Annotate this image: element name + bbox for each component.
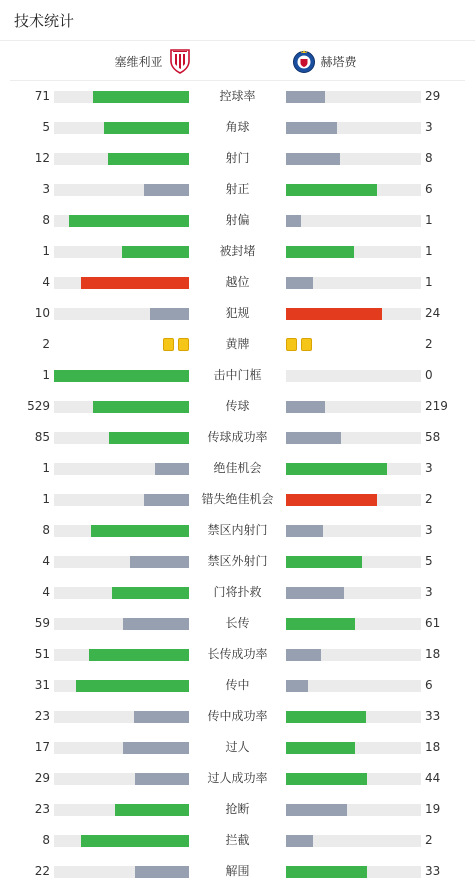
away-stat-bar-track: [286, 649, 421, 661]
stat-row: [0, 422, 475, 453]
home-stat-bar-fill: [135, 773, 189, 785]
home-stat-value: 8: [42, 213, 50, 227]
yellow-card-icon: [163, 338, 174, 351]
stat-row: [0, 236, 475, 267]
stat-row: [0, 515, 475, 546]
home-stat-bar-track: [54, 773, 189, 785]
away-stat-bar-track: [286, 711, 421, 723]
home-stat-bar-fill: [122, 246, 190, 258]
home-stat-value: 17: [34, 740, 50, 754]
stat-label: 长传成功率: [207, 647, 268, 661]
home-stat-bar-fill: [69, 215, 189, 227]
away-stat-value: 8: [425, 151, 433, 165]
away-stat-bar-track: [286, 91, 421, 103]
away-stat-bar-track: [286, 277, 421, 289]
home-stat-value: 23: [34, 802, 50, 816]
away-yellow-cards: [286, 338, 312, 351]
away-stat-bar-fill: [286, 401, 325, 413]
home-stat-bar-fill: [123, 618, 189, 630]
home-stat-bar-track: [54, 556, 189, 568]
away-stat-bar-track: [286, 153, 421, 165]
home-stat-bar-fill: [93, 401, 189, 413]
sevilla-crest-icon: [168, 48, 192, 74]
stat-label: 长传: [225, 616, 250, 630]
away-stat-bar-track: [286, 773, 421, 785]
stat-row: [0, 577, 475, 608]
away-stat-value: 44: [425, 771, 441, 785]
home-stat-bar-track: [54, 618, 189, 630]
away-stat-value: 58: [425, 430, 441, 444]
home-stat-bar-fill: [108, 153, 189, 165]
away-stat-bar-track: [286, 401, 421, 413]
away-stat-value: 61: [425, 616, 441, 630]
stat-label: 过人: [225, 740, 250, 754]
away-stat-value: 33: [425, 709, 441, 723]
away-stat-bar-track: [286, 122, 421, 134]
home-stat-bar-fill: [91, 525, 190, 537]
home-stat-value: 5: [42, 120, 50, 134]
home-yellow-cards: [163, 338, 189, 351]
away-stat-bar-track: [286, 556, 421, 568]
stat-row: [0, 391, 475, 422]
home-stat-bar-fill: [81, 835, 189, 847]
stat-label: 门将扑救: [213, 585, 262, 599]
home-stat-value: 59: [34, 616, 50, 630]
home-stat-bar-track: [54, 246, 189, 258]
home-stat-value: 12: [34, 151, 50, 165]
stat-label: 射偏: [225, 213, 250, 227]
away-stat-bar-track: [286, 804, 421, 816]
away-team-name: 赫塔费: [320, 54, 357, 69]
stat-row: [0, 732, 475, 763]
yellow-card-icon: [178, 338, 189, 351]
away-stat-bar-track: [286, 308, 421, 320]
away-stat-value: 29: [425, 89, 441, 103]
stat-label: 犯规: [225, 306, 250, 320]
home-stat-value: 4: [42, 275, 50, 289]
away-stat-bar-track: [286, 587, 421, 599]
home-stat-bar-track: [54, 494, 189, 506]
home-stat-bar-fill: [144, 184, 189, 196]
away-stat-bar-fill: [286, 463, 387, 475]
home-stat-value: 29: [34, 771, 50, 785]
home-stat-bar-track: [54, 277, 189, 289]
home-stat-bar-track: [54, 680, 189, 692]
stat-label: 射门: [225, 151, 250, 165]
away-stat-bar-track: [286, 742, 421, 754]
home-stat-bar-track: [54, 401, 189, 413]
home-stat-value: 31: [34, 678, 50, 692]
stat-row: [0, 825, 475, 856]
away-stat-bar-fill: [286, 277, 313, 289]
stat-row: [0, 112, 475, 143]
away-stat-bar-fill: [286, 680, 308, 692]
away-stat-bar-track: [286, 835, 421, 847]
home-stat-bar-track: [54, 122, 189, 134]
home-stat-bar-fill: [76, 680, 189, 692]
home-stat-value: 51: [34, 647, 50, 661]
home-stat-bar-fill: [134, 711, 189, 723]
stat-label: 解围: [225, 864, 250, 878]
home-stat-bar-fill: [150, 308, 189, 320]
stats-header: [0, 0, 475, 41]
away-stat-value: 6: [425, 678, 433, 692]
stat-row: [0, 546, 475, 577]
stat-label: 拦截: [225, 833, 250, 847]
home-stat-value: 23: [34, 709, 50, 723]
teams-bar: [10, 41, 465, 81]
away-stat-bar-track: [286, 866, 421, 878]
away-stat-value: 1: [425, 244, 433, 258]
home-stat-value: 3: [42, 182, 50, 196]
away-stat-value: 18: [425, 740, 441, 754]
stat-label: 被封堵: [219, 244, 256, 258]
home-stat-bar-track: [54, 587, 189, 599]
away-stat-value: 24: [425, 306, 441, 320]
stat-row: [0, 81, 475, 112]
away-stat-bar-track: [286, 618, 421, 630]
home-stat-bar-track: [54, 835, 189, 847]
away-stat-value: 2: [425, 833, 433, 847]
home-stat-bar-fill: [115, 804, 189, 816]
stat-label: 错失绝佳机会: [201, 492, 274, 506]
home-stat-bar-fill: [104, 122, 189, 134]
stat-label: 传球: [225, 399, 250, 413]
stat-label: 控球率: [219, 89, 256, 103]
away-stat-bar-fill: [286, 866, 367, 878]
away-stat-bar-fill: [286, 494, 377, 506]
stat-label: 击中门框: [213, 368, 262, 382]
away-stat-value: 2: [425, 492, 433, 506]
away-stat-value: 1: [425, 213, 433, 227]
home-stat-bar-track: [54, 742, 189, 754]
away-stat-value: 3: [425, 523, 433, 537]
getafe-crest-icon: [292, 48, 316, 74]
home-stat-value: 529: [27, 399, 50, 413]
home-stat-bar-track: [54, 308, 189, 320]
away-stat-bar-fill: [286, 618, 355, 630]
stat-label: 传中成功率: [207, 709, 268, 723]
away-stat-bar-track: [286, 525, 421, 537]
home-stat-value: 1: [42, 244, 50, 258]
home-stat-bar-track: [54, 711, 189, 723]
stat-row: [0, 143, 475, 174]
yellow-card-icon: [301, 338, 312, 351]
home-stat-bar-track: [54, 432, 189, 444]
away-stat-value: 3: [425, 120, 433, 134]
stat-row: [0, 484, 475, 515]
home-stat-bar-track: [54, 91, 189, 103]
stat-row: [0, 329, 475, 360]
home-stat-bar-track: [54, 370, 189, 382]
away-stat-bar-fill: [286, 835, 313, 847]
home-stat-bar-track: [54, 866, 189, 878]
away-stat-bar-track: [286, 494, 421, 506]
stat-label: 传球成功率: [207, 430, 268, 444]
home-stat-value: 8: [42, 833, 50, 847]
away-stat-bar-fill: [286, 649, 321, 661]
away-stat-bar-fill: [286, 711, 366, 723]
yellow-card-icon: [286, 338, 297, 351]
home-stat-bar-track: [54, 525, 189, 537]
stat-label: 过人成功率: [207, 771, 268, 785]
away-stat-bar-track: [286, 432, 421, 444]
stat-row: [0, 794, 475, 825]
stat-label: 传中: [225, 678, 250, 692]
away-stat-bar-track: [286, 680, 421, 692]
away-stat-value: 3: [425, 585, 433, 599]
home-stat-bar-track: [54, 184, 189, 196]
away-stat-bar-track: [286, 184, 421, 196]
home-stat-value: 71: [34, 89, 50, 103]
home-stat-value: 10: [34, 306, 50, 320]
stat-row: [0, 174, 475, 205]
home-stat-value: 2: [42, 337, 50, 351]
home-team-name: 塞维利亚: [114, 54, 163, 69]
away-stat-bar-fill: [286, 153, 340, 165]
stat-row: [0, 267, 475, 298]
home-stat-value: 8: [42, 523, 50, 537]
away-stat-bar-fill: [286, 246, 354, 258]
stat-row: [0, 360, 475, 391]
away-stat-value: 33: [425, 864, 441, 878]
away-stat-value: 0: [425, 368, 433, 382]
home-stat-bar-fill: [123, 742, 189, 754]
away-stat-value: 2: [425, 337, 433, 351]
stat-label: 抢断: [225, 802, 250, 816]
away-stat-bar-track: [286, 370, 421, 382]
stat-row: [0, 608, 475, 639]
away-stat-bar-fill: [286, 184, 377, 196]
home-stat-bar-fill: [130, 556, 189, 568]
away-stat-bar-fill: [286, 525, 323, 537]
stat-row: [0, 205, 475, 236]
away-stat-bar-fill: [286, 308, 382, 320]
stats-list: [0, 81, 475, 887]
home-stat-value: 85: [34, 430, 50, 444]
home-stat-value: 4: [42, 585, 50, 599]
away-stat-value: 219: [425, 399, 448, 413]
home-stat-value: 22: [34, 864, 50, 878]
home-stat-value: 1: [42, 461, 50, 475]
stat-row: [0, 856, 475, 887]
stat-row: [0, 763, 475, 794]
home-stat-bar-fill: [155, 463, 189, 475]
home-stat-bar-fill: [112, 587, 189, 599]
home-stat-bar-track: [54, 153, 189, 165]
home-stat-bar-track: [54, 463, 189, 475]
stat-label: 禁区外射门: [207, 554, 268, 568]
home-stat-bar-fill: [54, 370, 189, 382]
away-stat-bar-track: [286, 215, 421, 227]
home-stat-bar-fill: [93, 91, 189, 103]
away-team[interactable]: [292, 41, 357, 81]
away-stat-bar-fill: [286, 804, 347, 816]
home-stat-bar-fill: [89, 649, 189, 661]
away-stat-value: 6: [425, 182, 433, 196]
page-title: 技术统计: [14, 11, 75, 30]
stat-label: 射正: [225, 182, 250, 196]
away-stat-value: 5: [425, 554, 433, 568]
stat-row: [0, 639, 475, 670]
home-stat-bar-fill: [144, 494, 189, 506]
stat-row: [0, 453, 475, 484]
stat-label: 绝佳机会: [213, 461, 262, 475]
home-stat-value: 1: [42, 368, 50, 382]
home-stat-bar-fill: [81, 277, 189, 289]
home-stat-bar-fill: [109, 432, 189, 444]
away-stat-bar-fill: [286, 773, 367, 785]
home-stat-bar-track: [54, 649, 189, 661]
away-stat-bar-fill: [286, 556, 362, 568]
away-stat-bar-track: [286, 246, 421, 258]
home-stat-value: 1: [42, 492, 50, 506]
stat-label: 黄牌: [225, 337, 250, 351]
away-stat-bar-track: [286, 463, 421, 475]
stat-row: [0, 701, 475, 732]
stat-label: 越位: [225, 275, 250, 289]
away-stat-value: 19: [425, 802, 441, 816]
stat-row: [0, 670, 475, 701]
away-stat-bar-fill: [286, 91, 325, 103]
stat-label: 角球: [225, 120, 250, 134]
away-stat-value: 1: [425, 275, 433, 289]
home-team[interactable]: [114, 41, 191, 81]
away-stat-bar-fill: [286, 215, 301, 227]
home-stat-bar-fill: [135, 866, 189, 878]
away-stat-value: 18: [425, 647, 441, 661]
stat-row: [0, 298, 475, 329]
away-stat-value: 3: [425, 461, 433, 475]
stat-label: 禁区内射门: [207, 523, 268, 537]
home-stat-bar-track: [54, 804, 189, 816]
away-stat-bar-fill: [286, 587, 344, 599]
away-stat-bar-fill: [286, 432, 341, 444]
home-stat-bar-track: [54, 215, 189, 227]
home-stat-value: 4: [42, 554, 50, 568]
away-stat-bar-fill: [286, 122, 337, 134]
away-stat-bar-fill: [286, 742, 355, 754]
